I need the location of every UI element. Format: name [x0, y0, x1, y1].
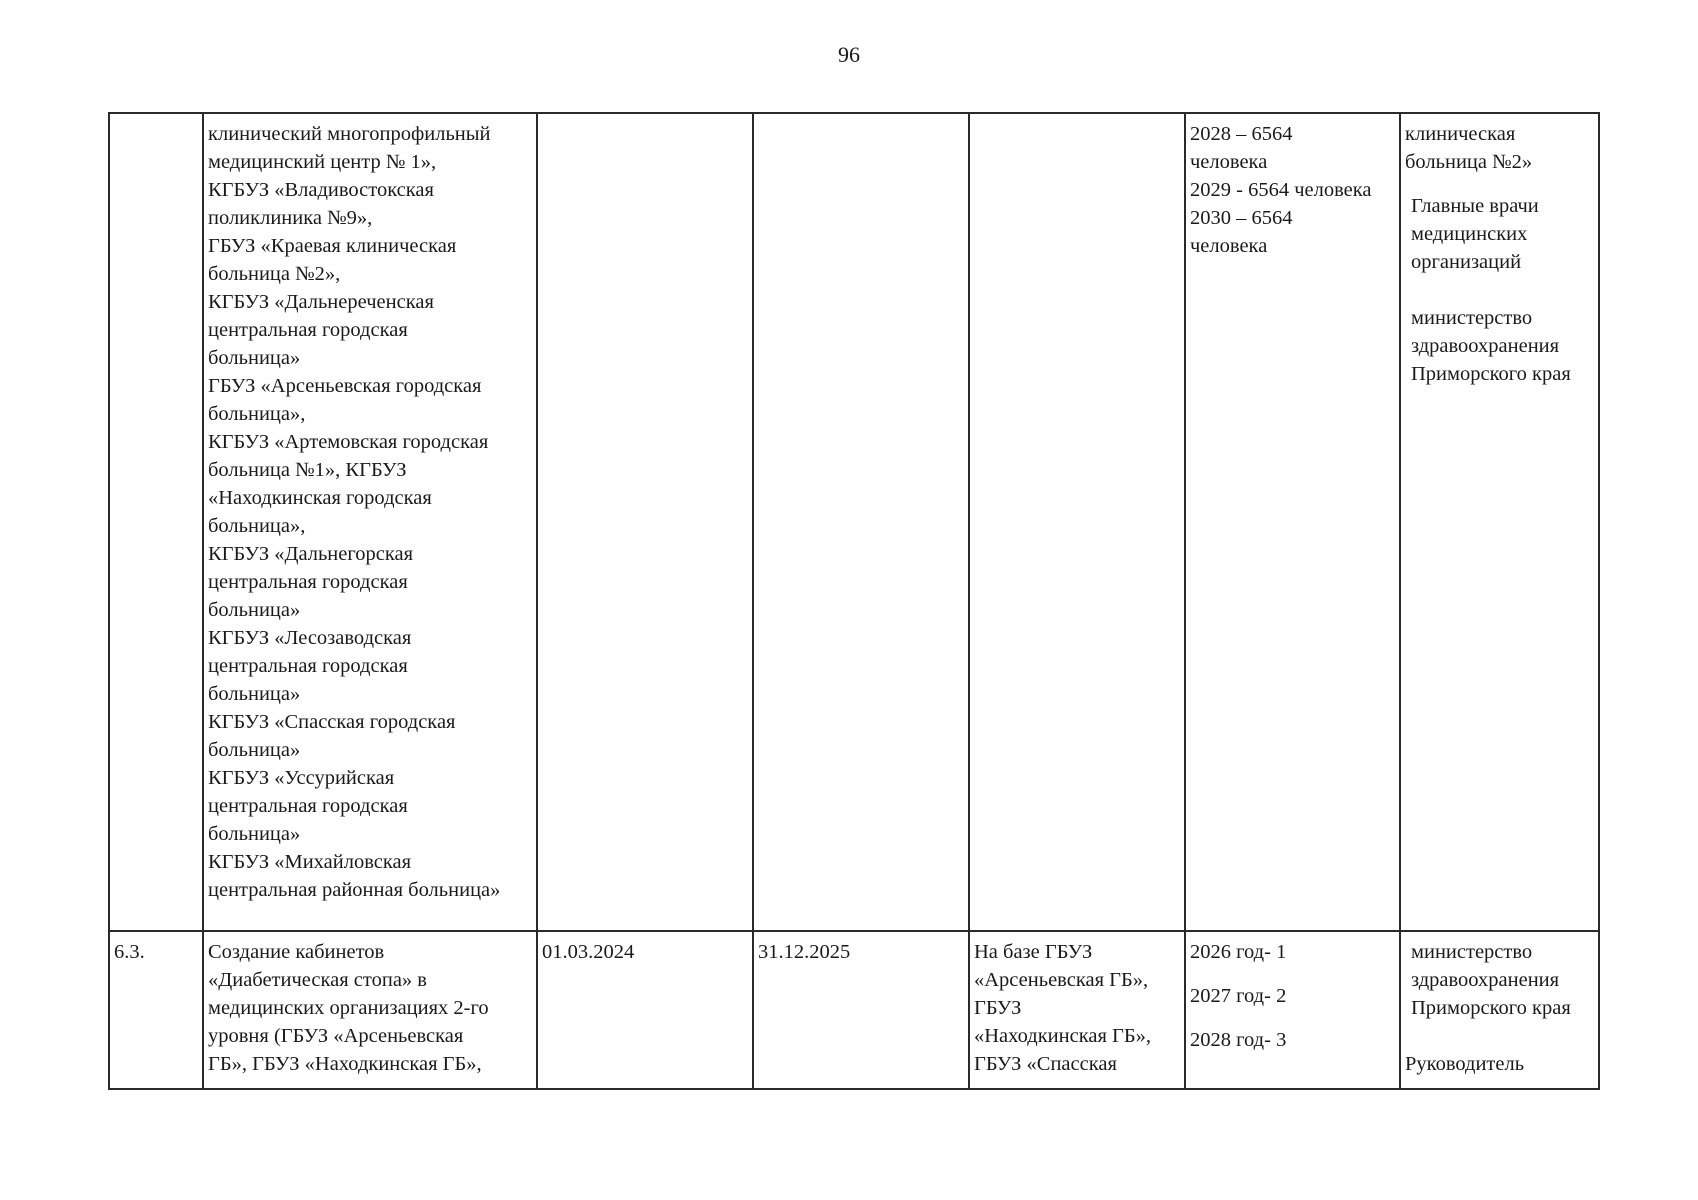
- end-date-cell: 31.12.2025: [753, 931, 969, 1089]
- text-line: больница»,: [208, 403, 306, 425]
- text-line: больница»: [208, 683, 301, 705]
- text-line: КГБУЗ «Владивостокская: [208, 179, 434, 201]
- text-line: 2028 год- 3: [1190, 1029, 1287, 1051]
- organizations-list: [208, 120, 532, 904]
- text-line: больница»: [208, 599, 301, 621]
- text-line: центральная городская: [208, 655, 408, 677]
- text-line: медицинский центр № 1»,: [208, 151, 437, 173]
- text-line: Создание кабинетов: [208, 941, 385, 963]
- text-line: человека: [1190, 151, 1268, 173]
- text-line: уровня (ГБУЗ «Арсеньевская: [208, 1025, 464, 1047]
- text-line: ГБУЗ: [974, 997, 1022, 1019]
- text-line: больница»: [208, 823, 301, 845]
- indicators-cell: [1185, 113, 1400, 931]
- text-line: министерство: [1411, 307, 1533, 329]
- text-line: центральная городская: [208, 571, 408, 593]
- responsible-list: [1405, 938, 1594, 1078]
- text-line: ГБ», ГБУЗ «Находкинская ГБ»,: [208, 1053, 482, 1075]
- text-line: ГБУЗ «Спасская: [974, 1053, 1117, 1075]
- text-line: клиническая: [1405, 123, 1516, 145]
- row-number-cell: 6.3.: [109, 931, 203, 1089]
- text-line: больница»: [208, 347, 301, 369]
- text-line: здравоохранения: [1411, 969, 1560, 991]
- text-line: «Арсеньевская ГБ»,: [974, 969, 1149, 991]
- measures-table: [108, 112, 1600, 1090]
- text-line: поликлиника №9»,: [208, 207, 373, 229]
- indicators-list: [1190, 120, 1395, 260]
- table-row: [109, 931, 1599, 1089]
- end-date-cell: [753, 113, 969, 931]
- measure-description-cell: [203, 931, 537, 1089]
- location-list: [974, 938, 1180, 1078]
- page-number: 96: [838, 42, 860, 67]
- text-line: КГБУЗ «Михайловская: [208, 851, 412, 873]
- text-line: «Находкинская ГБ»,: [974, 1025, 1152, 1047]
- text-line: больница №2»: [1405, 151, 1533, 173]
- text-line: «Находкинская городская: [208, 487, 432, 509]
- text-line: 2026 год- 1: [1190, 941, 1287, 963]
- start-date-cell: [537, 113, 753, 931]
- text-line: Приморского края: [1411, 363, 1571, 385]
- text-line: больница №1», КГБУЗ: [208, 459, 407, 481]
- responsible-cell: [1400, 931, 1599, 1089]
- text-line: «Диабетическая стопа» в: [208, 969, 427, 991]
- row-number-cell: [109, 113, 203, 931]
- indicators-cell: [1185, 931, 1400, 1089]
- text-line: КГБУЗ «Уссурийская: [208, 767, 395, 789]
- text-line: КГБУЗ «Спасская городская: [208, 711, 456, 733]
- text-line: 2027 год- 2: [1190, 985, 1287, 1007]
- text-line: 2029 - 6564 человека: [1190, 179, 1372, 201]
- text-line: больница»: [208, 739, 301, 761]
- text-line: больница»,: [208, 515, 306, 537]
- organizations-cell: [203, 113, 537, 931]
- location-cell: [969, 931, 1185, 1089]
- responsible-list: [1405, 120, 1594, 388]
- measure-description: [208, 938, 532, 1078]
- text-line: медицинских: [1411, 223, 1528, 245]
- text-line: КГБУЗ «Дальнегорская: [208, 543, 414, 565]
- text-line: 2030 – 6564: [1190, 207, 1293, 229]
- responsible-cell: [1400, 113, 1599, 931]
- text-line: 2028 – 6564: [1190, 123, 1293, 145]
- text-line: министерство: [1411, 941, 1533, 963]
- text-line: центральная городская: [208, 319, 408, 341]
- text-line: центральная городская: [208, 795, 408, 817]
- text-line: КГБУЗ «Дальнереченская: [208, 291, 434, 313]
- text-line: Главные врачи: [1411, 195, 1539, 217]
- start-date-cell: 01.03.2024: [537, 931, 753, 1089]
- text-line: клинический многопрофильный: [208, 123, 491, 145]
- text-line: КГБУЗ «Артемовская городская: [208, 431, 489, 453]
- text-line: На базе ГБУЗ: [974, 941, 1093, 963]
- text-line: медицинских организациях 2-го: [208, 997, 489, 1019]
- text-line: ГБУЗ «Арсеньевская городская: [208, 375, 482, 397]
- text-line: человека: [1190, 235, 1268, 257]
- text-line: больница №2»,: [208, 263, 341, 285]
- indicators-list: [1190, 938, 1395, 1054]
- text-line: центральная районная больница»: [208, 879, 501, 901]
- text-line: здравоохранения: [1411, 335, 1560, 357]
- text-line: КГБУЗ «Лесозаводская: [208, 627, 412, 649]
- text-line: Приморского края: [1411, 997, 1571, 1019]
- text-line: организаций: [1411, 251, 1522, 273]
- table-row: [109, 113, 1599, 931]
- text-line: Руководитель: [1405, 1053, 1525, 1075]
- location-cell: [969, 113, 1185, 931]
- text-line: ГБУЗ «Краевая клиническая: [208, 235, 457, 257]
